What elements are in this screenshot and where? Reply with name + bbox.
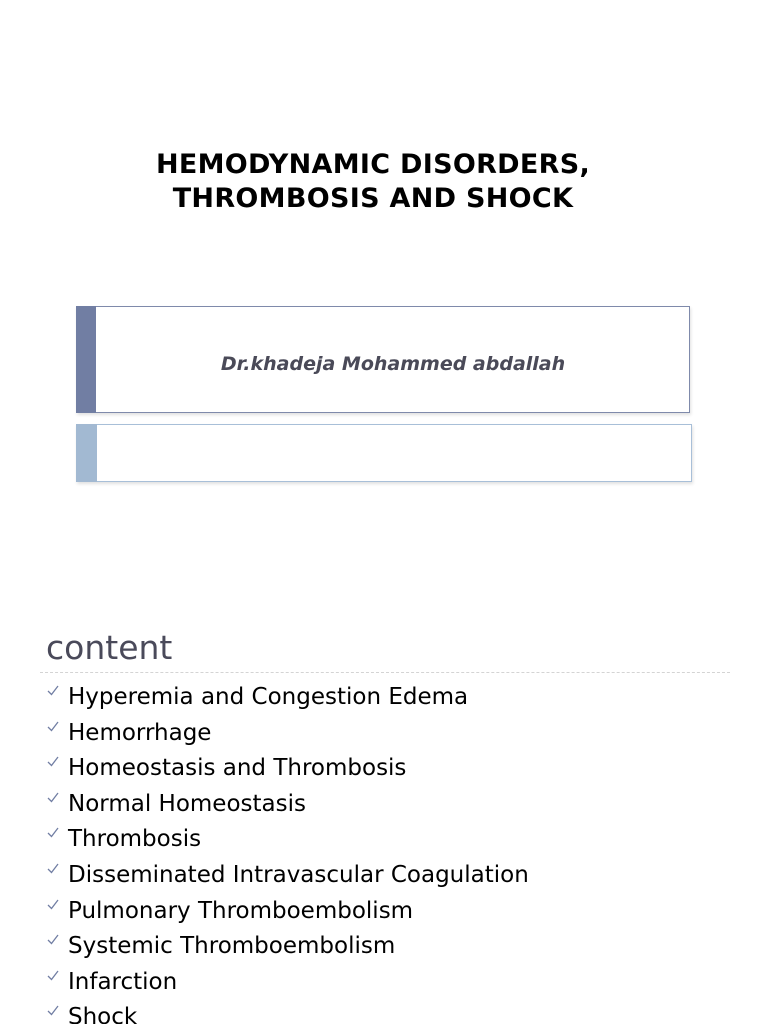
content-heading: content	[46, 628, 173, 667]
list-item-label: Shock	[68, 1004, 138, 1024]
list-item	[0, 858, 529, 894]
list-item	[0, 1000, 529, 1024]
list-item-label: Hyperemia and Congestion Edema	[68, 684, 469, 710]
list-item	[0, 894, 529, 930]
list-item-label: Normal Homeostasis	[68, 790, 306, 817]
slide-title-line-1: HEMODYNAMIC DISORDERS,	[155, 149, 591, 180]
checkmark-icon	[46, 862, 60, 876]
list-item-label: Infarction	[68, 968, 178, 995]
list-item-label: Thrombosis	[68, 826, 202, 853]
list-item-label: Homeostasis and Thrombosis	[68, 755, 407, 782]
content-divider	[40, 672, 730, 673]
checkmark-icon	[46, 791, 60, 805]
list-item	[0, 965, 529, 1001]
author-box	[76, 306, 690, 413]
list-item-label: Disseminated Intravascular Coagulation	[68, 861, 529, 888]
checkmark-icon	[46, 933, 60, 947]
list-item-label: Pulmonary Thromboembolism	[68, 897, 414, 924]
slide-title	[0, 148, 746, 216]
list-item	[0, 751, 529, 787]
list-item	[0, 680, 529, 716]
checkmark-icon	[46, 684, 60, 698]
author-name: Dr.khadeja Mohammed abdallah	[220, 353, 566, 375]
list-item	[0, 716, 529, 752]
checkmark-icon	[46, 826, 60, 840]
list-item	[0, 787, 529, 823]
subtitle-box	[76, 424, 692, 482]
content-list	[0, 680, 529, 1024]
list-item	[0, 929, 529, 965]
checkmark-icon	[46, 898, 60, 912]
slide-title-line-2: THROMBOSIS AND SHOCK	[172, 183, 574, 214]
checkmark-icon	[46, 720, 60, 734]
subtitle-accent-bar	[76, 424, 97, 482]
author-accent-bar	[76, 306, 96, 413]
list-item-label: Hemorrhage	[68, 719, 212, 746]
list-item	[0, 822, 529, 858]
checkmark-icon	[46, 1004, 60, 1018]
list-item-label: Systemic Thromboembolism	[68, 933, 396, 960]
checkmark-icon	[46, 755, 60, 769]
checkmark-icon	[46, 969, 60, 983]
